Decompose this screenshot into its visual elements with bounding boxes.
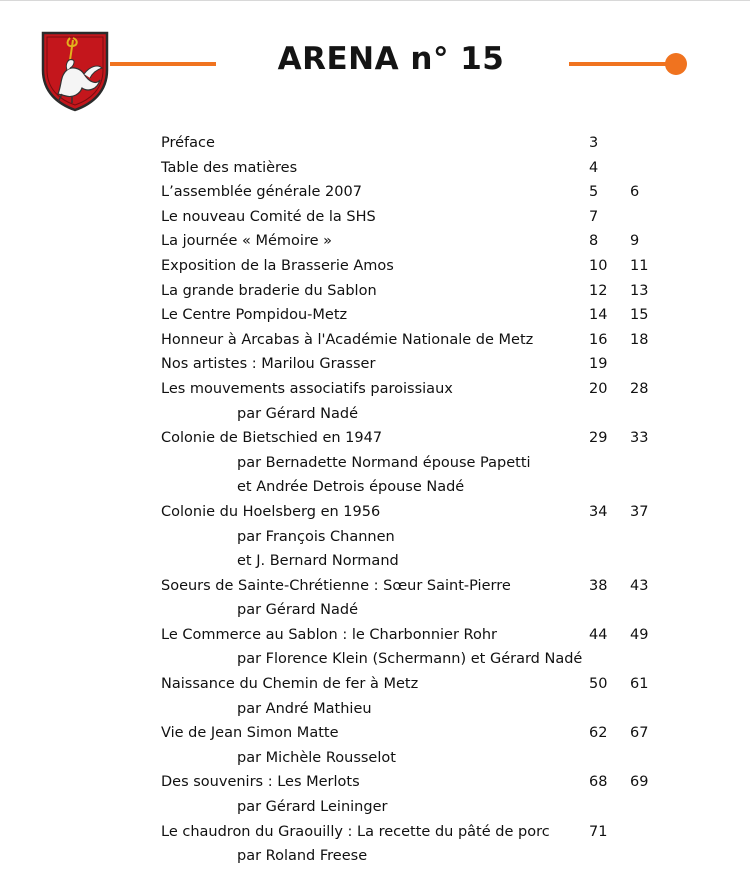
top-divider bbox=[0, 0, 750, 1]
toc-page-start: 34 bbox=[589, 503, 608, 520]
toc-author: par François Channen bbox=[237, 528, 395, 545]
toc-page-end: 13 bbox=[630, 282, 649, 299]
toc-page-end: 49 bbox=[630, 626, 649, 643]
toc-page-end: 6 bbox=[630, 184, 640, 201]
toc-author-line bbox=[161, 598, 681, 623]
toc-page-end: 9 bbox=[630, 233, 640, 250]
toc-entry bbox=[161, 279, 681, 304]
toc-page-start: 50 bbox=[589, 676, 608, 693]
toc-author-line bbox=[161, 795, 681, 820]
toc-page-end: 28 bbox=[630, 380, 649, 397]
accent-line-right bbox=[569, 62, 673, 66]
toc-page-end: 61 bbox=[630, 676, 649, 693]
toc-page-start: 62 bbox=[589, 725, 608, 742]
toc-author: par Gérard Nadé bbox=[237, 602, 359, 619]
toc-author-line bbox=[161, 525, 681, 550]
toc-entry-title: Honneur à Arcabas à l'Académie Nationale de Metz bbox=[161, 331, 534, 348]
toc-entry-title: Le Commerce au Sablon : le Charbonnier Rohr bbox=[161, 626, 497, 643]
toc-entry-title: Colonie du Hoelsberg en 1956 bbox=[161, 503, 381, 520]
toc-entry bbox=[161, 254, 681, 279]
toc-entry bbox=[161, 623, 681, 648]
toc-entry bbox=[161, 820, 681, 845]
toc-entry bbox=[161, 180, 681, 205]
toc-entry-title: Préface bbox=[161, 135, 215, 151]
toc-page-start: 68 bbox=[589, 774, 608, 791]
toc-entry-title: Vie de Jean Simon Matte bbox=[161, 725, 339, 742]
toc-author-line bbox=[161, 844, 681, 869]
toc-page-start: 12 bbox=[589, 282, 608, 299]
accent-dot bbox=[665, 53, 687, 75]
toc-author: par Bernadette Normand épouse Papetti bbox=[237, 454, 531, 471]
toc-page-start: 16 bbox=[589, 331, 608, 348]
toc-entry-title: Des souvenirs : Les Merlots bbox=[161, 774, 360, 791]
toc-page-end: 67 bbox=[630, 725, 649, 742]
toc-entry bbox=[161, 770, 681, 795]
toc-page-start: 10 bbox=[589, 257, 608, 274]
toc-entry bbox=[161, 229, 681, 254]
toc-entry-title: La grande braderie du Sablon bbox=[161, 282, 377, 299]
toc-author: et Andrée Detrois épouse Nadé bbox=[237, 479, 465, 496]
toc-entry-title: Nos artistes : Marilou Grasser bbox=[161, 356, 376, 373]
toc-entry-title: Les mouvements associatifs paroissiaux bbox=[161, 380, 453, 397]
toc-page-start: 20 bbox=[589, 380, 608, 397]
table-of-contents bbox=[161, 131, 681, 869]
toc-author: par Gérard Nadé bbox=[237, 405, 359, 422]
toc-entry-title: La journée « Mémoire » bbox=[161, 233, 332, 250]
toc-page-end: 18 bbox=[630, 331, 649, 348]
toc-page-start: 5 bbox=[589, 184, 599, 201]
toc-entry-title: Le Centre Pompidou-Metz bbox=[161, 307, 348, 324]
toc-entry-title: Soeurs de Sainte-Chrétienne : Sœur Saint-Pierre bbox=[161, 577, 511, 594]
page-title: ARENA n° 15 bbox=[277, 41, 505, 77]
toc-entry-title: Exposition de la Brasserie Amos bbox=[161, 257, 394, 274]
toc-page-start: 8 bbox=[589, 233, 599, 250]
toc-page-start: 71 bbox=[589, 823, 608, 840]
toc-page-start: 44 bbox=[589, 626, 608, 643]
toc-author-line bbox=[161, 746, 681, 771]
toc-entry-title: Naissance du Chemin de fer à Metz bbox=[161, 676, 419, 693]
toc-page-start: 3 bbox=[589, 135, 599, 151]
toc-entry bbox=[161, 574, 681, 599]
toc-entry bbox=[161, 672, 681, 697]
toc-page-start: 29 bbox=[589, 430, 608, 447]
toc-entry-title: Table des matières bbox=[161, 159, 298, 176]
toc-entry bbox=[161, 303, 681, 328]
toc-entry bbox=[161, 156, 681, 181]
toc-page-end: 33 bbox=[630, 430, 649, 447]
toc-page-end: 37 bbox=[630, 503, 649, 520]
toc-entry bbox=[161, 500, 681, 525]
toc-entry bbox=[161, 352, 681, 377]
toc-entry bbox=[161, 205, 681, 230]
toc-page-end: 15 bbox=[630, 307, 649, 324]
toc-author-line bbox=[161, 549, 681, 574]
toc-author: par André Mathieu bbox=[237, 700, 372, 717]
toc-page-start: 19 bbox=[589, 356, 608, 373]
toc-author-line bbox=[161, 475, 681, 500]
toc-entry bbox=[161, 328, 681, 353]
toc-page-start: 7 bbox=[589, 208, 599, 225]
toc-entry-title: Le chaudron du Graouilly : La recette du pâté de porc bbox=[161, 823, 550, 840]
toc-entry-title: Le nouveau Comité de la SHS bbox=[161, 208, 376, 225]
toc-entry bbox=[161, 131, 681, 156]
toc-author: et J. Bernard Normand bbox=[237, 553, 399, 570]
toc-author-line bbox=[161, 451, 681, 476]
toc-entry bbox=[161, 721, 681, 746]
toc-author-line bbox=[161, 697, 681, 722]
toc-author: par Florence Klein (Schermann) et Gérard Nadé bbox=[237, 651, 583, 668]
toc-page-end: 11 bbox=[630, 257, 649, 274]
toc-author: par Michèle Rousselot bbox=[237, 749, 396, 766]
toc-author-line bbox=[161, 647, 681, 672]
toc-author: par Roland Freese bbox=[237, 848, 368, 865]
toc-page-end: 43 bbox=[630, 577, 649, 594]
toc-entry bbox=[161, 426, 681, 451]
toc-entry-title: Colonie de Bietschied en 1947 bbox=[161, 430, 383, 447]
toc-entry bbox=[161, 377, 681, 402]
toc-page-start: 14 bbox=[589, 307, 608, 324]
toc-author: par Gérard Leininger bbox=[237, 799, 388, 816]
toc-entry-title: L’assemblée générale 2007 bbox=[161, 184, 362, 201]
toc-author-line bbox=[161, 402, 681, 427]
toc-page-start: 38 bbox=[589, 577, 608, 594]
toc-page-start: 4 bbox=[589, 159, 599, 176]
toc-page-end: 69 bbox=[630, 774, 649, 791]
